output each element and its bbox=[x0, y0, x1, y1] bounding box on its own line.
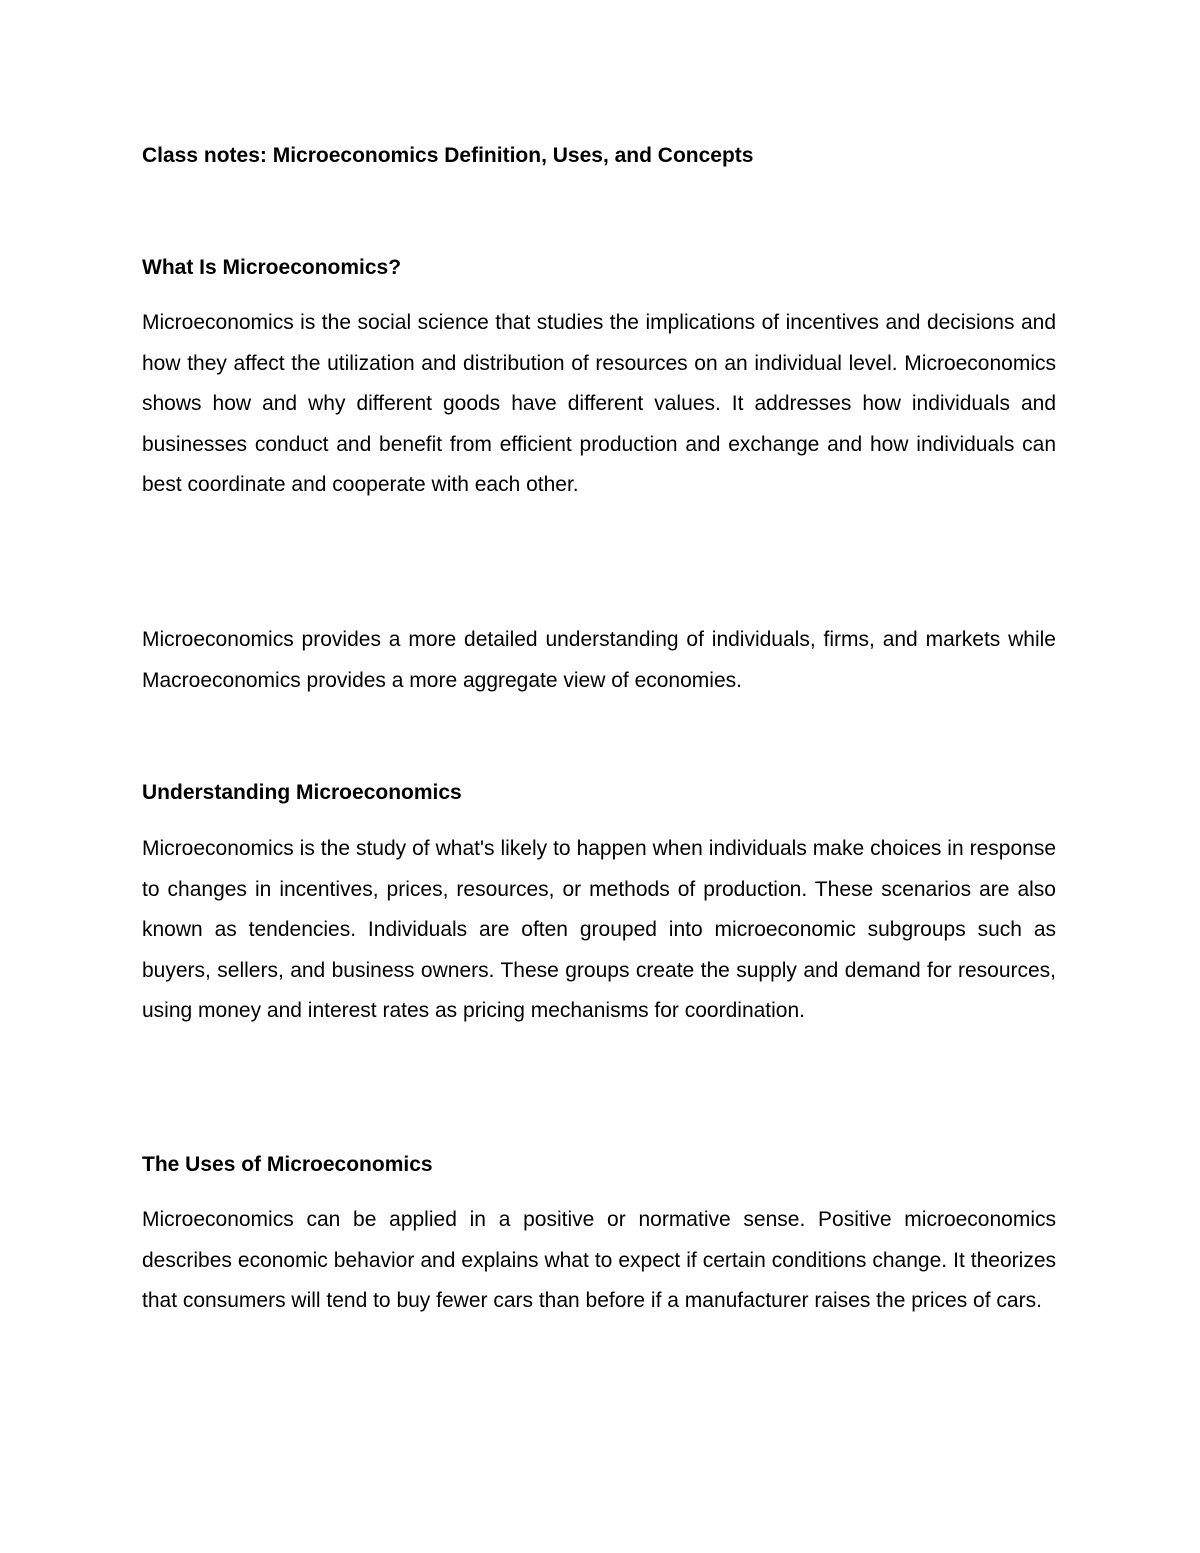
paragraph-micro-vs-macro: Microeconomics provides a more detailed understanding of individuals, firms, and markets while Macroeconomics provides a more aggregate view of economies. bbox=[142, 628, 1056, 692]
document-title: Class notes: Microeconomics Definition, Uses, and Concepts bbox=[142, 144, 754, 167]
section-heading-understanding-microeconomics: Understanding Microeconomics bbox=[142, 781, 462, 804]
section-heading-uses-of-microeconomics: The Uses of Microeconomics bbox=[142, 1153, 433, 1176]
section-heading-what-is-microeconomics: What Is Microeconomics? bbox=[142, 256, 402, 279]
paragraph-understanding: Microeconomics is the study of what's likely to happen when individuals make choices in response to changes in incentives, prices, resources, or methods of production. These scenarios are also known as tendencies. Individuals are often grouped into microeconomic subgroups such as buyers, sellers, and business owners. These groups create the supply and demand for resources, using money and interest rates as pricing mechanisms for coordination. bbox=[142, 837, 1056, 1023]
paragraph-definition: Microeconomics is the social science that studies the implications of incentives and decisions and how they affect the utilization and distribution of resources on an individual level. Microeconomics shows how and why different goods have different values. It addresses how individuals and businesses conduct and benefit from efficient production and exchange and how individuals can best coordinate and cooperate with each other. bbox=[142, 311, 1056, 497]
paragraph-uses: Microeconomics can be applied in a positive or normative sense. Positive microeconomics describes economic behavior and explains what to expect if certain conditions change. It theorizes that consumers will tend to buy fewer cars than before if a manufacturer raises the prices of cars. bbox=[142, 1208, 1056, 1313]
